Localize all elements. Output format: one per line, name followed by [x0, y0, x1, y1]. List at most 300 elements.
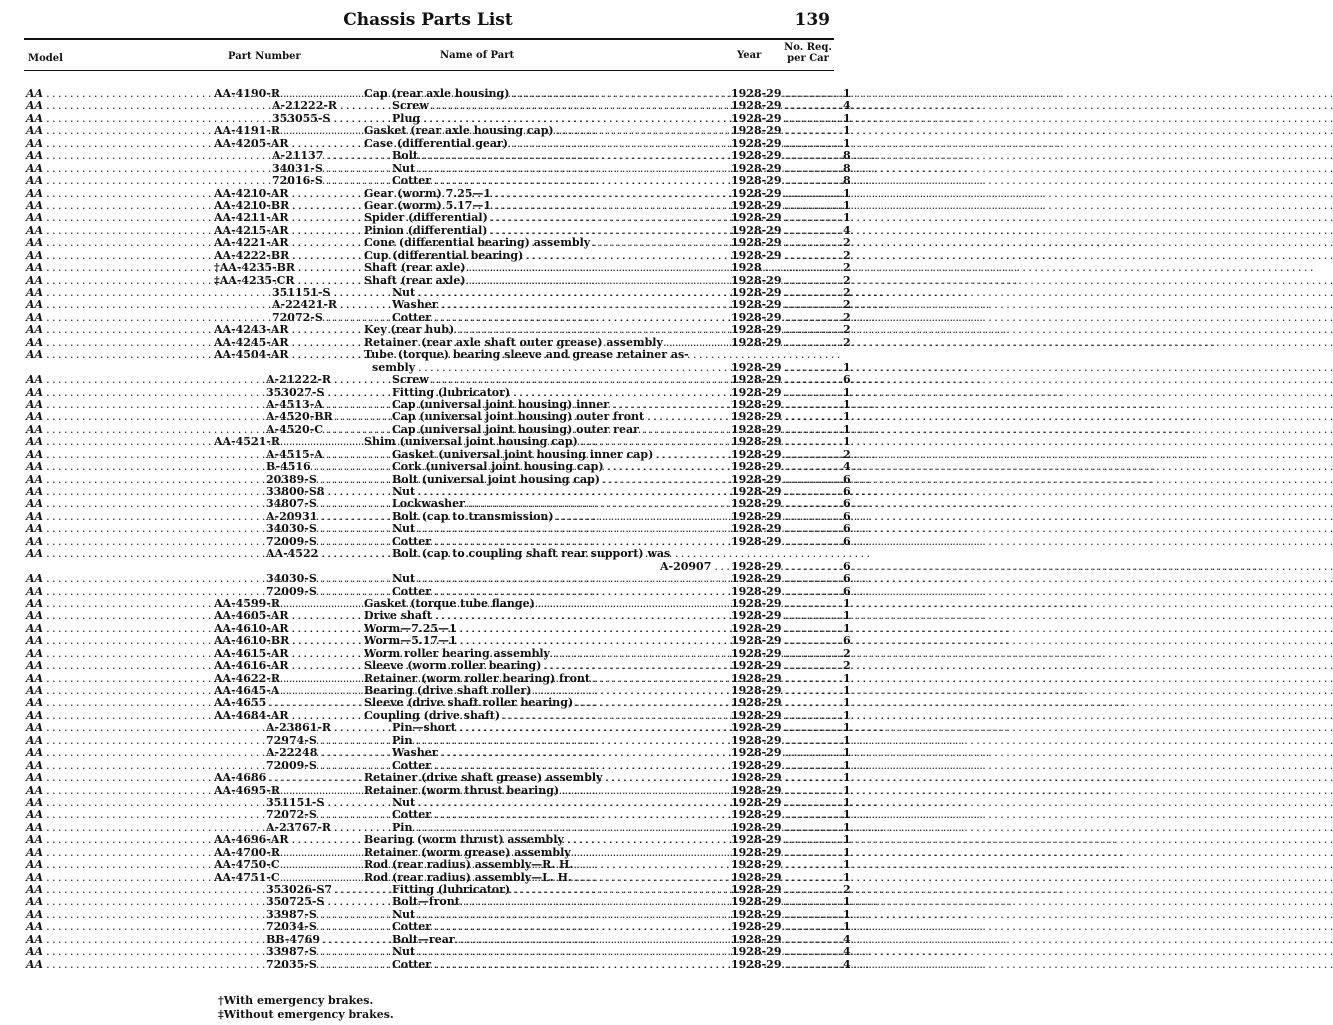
- model-cell: AA . . .: [26, 324, 210, 336]
- part-number-cell: A-21222-R . . .: [272, 100, 364, 112]
- part-number-cell: AA-4622-R . . .: [214, 673, 364, 685]
- year-cell: 1928-29 . . .: [731, 710, 787, 722]
- quantity-cell: . . . 6: [786, 573, 836, 585]
- part-number-cell: AA-4655 . . .: [214, 697, 364, 709]
- year-cell: 1928-29 . . .: [731, 872, 787, 884]
- model-cell: AA . . .: [26, 299, 210, 311]
- model-cell: AA . . .: [26, 498, 210, 510]
- quantity-cell: . . . 1: [786, 138, 836, 150]
- quantity-cell: . . . 1: [786, 909, 836, 921]
- model-cell: AA . . .: [26, 822, 210, 834]
- part-number-cell: AA-4700-R . . .: [214, 847, 364, 859]
- year-cell: 1928-29 . . .: [731, 934, 787, 946]
- quantity-cell: . . . 2: [786, 660, 836, 672]
- table-row: [0, 100, 856, 112]
- model-cell: AA . . .: [26, 697, 210, 709]
- part-number-cell: B-4516 . . .: [266, 461, 364, 473]
- part-number-cell: 33987-S . . .: [266, 909, 364, 921]
- table-row: [0, 125, 856, 137]
- model-cell: AA . . .: [26, 175, 210, 187]
- quantity-cell: . . . 8: [786, 163, 836, 175]
- model-cell: AA . . .: [26, 573, 210, 585]
- part-name-cell: Cotter . . .: [392, 921, 736, 933]
- model-cell: AA . . .: [26, 212, 210, 224]
- model-cell: AA . . .: [26, 411, 210, 423]
- model-cell: AA . . .: [26, 648, 210, 660]
- part-number-cell: A-4520-BR . . .: [266, 411, 364, 423]
- model-cell: AA . . .: [26, 287, 210, 299]
- year-cell: 1928-29 . . .: [731, 909, 787, 921]
- model-cell: AA . . .: [26, 772, 210, 784]
- quantity-cell: . . . 1: [786, 735, 836, 747]
- quantity-cell: . . . 1: [786, 710, 836, 722]
- quantity-cell: . . . 4: [786, 461, 836, 473]
- table-row: [0, 411, 856, 423]
- part-name-cell: Nut . . .: [392, 909, 736, 921]
- part-number-cell: ‡AA-4235-CR . . .: [214, 275, 364, 287]
- quantity-cell: . . . 2: [786, 237, 836, 249]
- table-row: [0, 635, 856, 647]
- model-cell: AA . . .: [26, 88, 210, 100]
- part-number-cell: 72034-S . . .: [266, 921, 364, 933]
- quantity-cell: . . . 1: [786, 722, 836, 734]
- part-number-cell: AA-4210-BR . . .: [214, 200, 364, 212]
- year-cell: 1928-29 . . .: [731, 685, 787, 697]
- part-name-cell: Cup (differential bearing) . . .: [364, 250, 736, 262]
- model-cell: AA . . .: [26, 275, 210, 287]
- model-cell: AA . . .: [26, 660, 210, 672]
- year-cell: 1928-29 . . .: [731, 275, 787, 287]
- quantity-cell: . . . 1: [786, 847, 836, 859]
- part-name-cell: Retainer (rear axle shaft outer grease) assembly . . .: [364, 337, 736, 349]
- model-cell: AA . . .: [26, 150, 210, 162]
- year-cell: 1928-29 . . .: [731, 399, 787, 411]
- model-cell: AA . . .: [26, 909, 210, 921]
- model-cell: AA . . .: [26, 536, 210, 548]
- part-number-cell: A-4520-C . . .: [266, 424, 364, 436]
- year-cell: 1928-29 . . .: [731, 212, 787, 224]
- year-cell: 1928-29 . . .: [731, 536, 787, 548]
- model-cell: AA . . .: [26, 200, 210, 212]
- part-number-cell: 34807-S . . .: [266, 498, 364, 510]
- quantity-cell: . . . 1: [786, 125, 836, 137]
- part-number-cell: A-23861-R . . .: [266, 722, 364, 734]
- year-cell: 1928-29 . . .: [731, 660, 787, 672]
- part-number-cell: 353027-S . . .: [266, 387, 364, 399]
- year-cell: 1928-29 . . .: [731, 511, 787, 523]
- table-row: [0, 349, 856, 361]
- table-row: [0, 610, 856, 622]
- quantity-cell: . . . 8: [786, 175, 836, 187]
- year-cell: 1928-29 . . .: [731, 163, 787, 175]
- column-header-number-required: [783, 42, 833, 64]
- part-name-cell: Sleeve (worm roller bearing) . . .: [364, 660, 736, 672]
- model-cell: AA . . .: [26, 188, 210, 200]
- part-number-cell: 34031-S . . .: [272, 163, 364, 175]
- quantity-cell: . . . 2: [786, 449, 836, 461]
- column-header-req-line2: per Car: [787, 53, 829, 64]
- table-row: [0, 436, 856, 448]
- part-number-cell: 351151-S . . .: [272, 287, 364, 299]
- quantity-cell: . . . 8: [786, 150, 836, 162]
- model-cell: AA . . .: [26, 710, 210, 722]
- year-cell: 1928-29 . . .: [731, 884, 787, 896]
- part-name-cell: Cotter . . .: [392, 586, 736, 598]
- model-cell: AA . . .: [26, 125, 210, 137]
- part-name-cell: Screw . . .: [392, 100, 736, 112]
- year-cell: 1928-29 . . .: [731, 88, 787, 100]
- year-cell: 1928-29 . . .: [731, 822, 787, 834]
- year-cell: 1928-29 . . .: [731, 561, 787, 573]
- part-name-cell: Rod (rear radius) assembly—L. H. . . .: [364, 872, 736, 884]
- part-name-cell: Gear (worm) 5.17—1 . . .: [364, 200, 736, 212]
- quantity-cell: . . . 2: [786, 262, 836, 274]
- part-number-cell: A-22248 . . .: [266, 747, 364, 759]
- part-number-cell: 72009-S . . .: [266, 586, 364, 598]
- quantity-cell: . . . 6: [786, 374, 836, 386]
- quantity-cell: . . . 4: [786, 934, 836, 946]
- model-cell: AA . . .: [26, 635, 210, 647]
- year-cell: 1928-29 . . .: [731, 635, 787, 647]
- part-number-cell: 33987-S . . .: [266, 946, 364, 958]
- part-number-cell: AA-4243-AR . . .: [214, 324, 364, 336]
- year-cell: 1928-29 . . .: [731, 586, 787, 598]
- table-row: [0, 747, 856, 759]
- part-number-cell: 34030-S . . .: [266, 573, 364, 585]
- part-name-cell: Cotter . . .: [392, 536, 736, 548]
- part-number-cell: A-20931 . . .: [266, 511, 364, 523]
- model-cell: AA . . .: [26, 100, 210, 112]
- year-cell: 1928-29 . . .: [731, 449, 787, 461]
- part-number-cell: AA-4521-R . . .: [214, 436, 364, 448]
- model-cell: AA . . .: [26, 896, 210, 908]
- part-number-cell: A-4513-A . . .: [266, 399, 364, 411]
- table-row: [0, 697, 856, 709]
- footnote-double-dagger: ‡Without emergency brakes.: [218, 1008, 394, 1021]
- part-name-cell: Bolt (universal joint housing cap) . . .: [392, 474, 736, 486]
- part-number-cell: AA-4695-R . . .: [214, 785, 364, 797]
- model-cell: AA . . .: [26, 785, 210, 797]
- year-cell: 1928-29 . . .: [731, 847, 787, 859]
- year-cell: 1928-29 . . .: [731, 809, 787, 821]
- table-row: [0, 573, 856, 585]
- part-number-cell: †AA-4235-BR . . .: [214, 262, 364, 274]
- year-cell: 1928-29 . . .: [731, 125, 787, 137]
- quantity-cell: . . . 6: [786, 561, 836, 573]
- part-name-cell: Bolt (cap to coupling shaft rear support) was: [392, 547, 671, 561]
- year-cell: 1928-29 . . .: [731, 225, 787, 237]
- part-name-cell: Bearing (worm thrust) assembly . . .: [364, 834, 736, 846]
- table-row: [0, 374, 856, 386]
- quantity-cell: . . . 1: [786, 872, 836, 884]
- table-row: [0, 834, 856, 846]
- table-row: [0, 324, 856, 336]
- model-cell: AA . . .: [26, 250, 210, 262]
- year-cell: 1928-29 . . .: [731, 946, 787, 958]
- part-name-cell: Washer . . .: [392, 747, 736, 759]
- year-cell: 1928-29 . . .: [731, 387, 787, 399]
- model-cell: AA . . .: [26, 461, 210, 473]
- year-cell: 1928-29 . . .: [731, 250, 787, 262]
- part-number-cell: BB-4769 . . .: [266, 934, 364, 946]
- quantity-cell: . . . 1: [786, 411, 836, 423]
- model-cell: AA . . .: [26, 610, 210, 622]
- table-row: [0, 498, 856, 510]
- year-cell: 1928-29 . . .: [731, 697, 787, 709]
- year-cell: 1928-29 . . .: [731, 486, 787, 498]
- year-cell: 1928-29 . . .: [731, 498, 787, 510]
- model-cell: AA . . .: [26, 623, 210, 635]
- column-header-name-of-part: Name of Part: [440, 50, 515, 61]
- quantity-cell: . . . 2: [786, 275, 836, 287]
- year-cell: 1928-29 . . .: [731, 436, 787, 448]
- year-cell: 1928-29 . . .: [731, 598, 787, 610]
- model-cell: AA . . .: [26, 872, 210, 884]
- quantity-cell: . . . 2: [786, 324, 836, 336]
- part-name-cell: Fitting (lubricator) . . .: [392, 387, 736, 399]
- part-name-cell: Cotter . . .: [392, 959, 736, 971]
- part-number-cell: 72009-S . . .: [266, 536, 364, 548]
- part-name-cell: Pin . . .: [392, 822, 736, 834]
- quantity-cell: . . . 1: [786, 859, 836, 871]
- part-number-cell: 72974-S . . .: [266, 735, 364, 747]
- year-cell: 1928-29 . . .: [731, 797, 787, 809]
- quantity-cell: . . . 6: [786, 635, 836, 647]
- part-number-cell: A-21137 . . .: [272, 150, 364, 162]
- part-name-cell: Cotter . . .: [392, 312, 736, 324]
- year-cell: 1928-29 . . .: [731, 200, 787, 212]
- part-number-cell: A-4515-A . . .: [266, 449, 364, 461]
- part-name-cell: Cotter . . .: [392, 760, 736, 772]
- part-name-cell: Tube (torque) bearing sleeve and grease retainer as-: [364, 348, 689, 362]
- part-number-cell: 351151-S . . .: [266, 797, 364, 809]
- model-cell: AA . . .: [26, 374, 210, 386]
- part-number-cell: A-22421-R . . .: [272, 299, 364, 311]
- model-cell: AA . . .: [26, 424, 210, 436]
- part-name-cell: Pin—short . . .: [392, 722, 736, 734]
- part-name-cell: Bolt . . .: [392, 150, 736, 162]
- quantity-cell: . . . 4: [786, 946, 836, 958]
- model-cell: AA . . .: [26, 834, 210, 846]
- part-name-cell: Sleeve (drive shaft roller bearing) . . .: [364, 697, 736, 709]
- quantity-cell: . . . 6: [786, 498, 836, 510]
- part-name-cell: Cap (universal joint housing) outer rear . . .: [392, 424, 736, 436]
- part-number-cell: AA-4211-AR . . .: [214, 212, 364, 224]
- part-number-cell: AA-4686 . . .: [214, 772, 364, 784]
- quantity-cell: . . . 1: [786, 362, 836, 374]
- footnote-dagger: †With emergency brakes.: [218, 994, 374, 1007]
- model-cell: AA . . .: [26, 349, 210, 361]
- model-cell: AA . . .: [26, 548, 210, 560]
- top-rule: [24, 38, 834, 40]
- part-number-cell: 72072-S . . .: [272, 312, 364, 324]
- model-cell: AA . . .: [26, 722, 210, 734]
- part-name-cell: Gear (worm) 7.25—1 . . .: [364, 188, 736, 200]
- part-number-cell: A-23767-R . . .: [266, 822, 364, 834]
- quantity-cell: . . . 1: [786, 113, 836, 125]
- quantity-cell: . . . 2: [786, 337, 836, 349]
- part-name-cell: Cotter . . .: [392, 809, 736, 821]
- part-name-cell: Pin . . .: [392, 735, 736, 747]
- model-cell: AA . . .: [26, 387, 210, 399]
- quantity-cell: . . . 1: [786, 623, 836, 635]
- year-cell: 1928-29 . . .: [731, 573, 787, 585]
- part-number-cell: 353026-S7 . . .: [266, 884, 364, 896]
- quantity-cell: . . . 1: [786, 785, 836, 797]
- quantity-cell: . . . 1: [786, 387, 836, 399]
- quantity-cell: . . . 1: [786, 697, 836, 709]
- part-name-cell: Shaft (rear axle) . . .: [364, 262, 736, 274]
- parts-table: [0, 88, 856, 971]
- part-name-cell: Worm roller bearing assembly . . .: [364, 648, 736, 660]
- table-row: [0, 959, 856, 971]
- quantity-cell: . . . 4: [786, 225, 836, 237]
- year-cell: 1928 . . .: [731, 262, 787, 274]
- quantity-cell: . . . 2: [786, 250, 836, 262]
- part-number-cell: AA-4210-AR . . .: [214, 188, 364, 200]
- year-cell: 1928-29 . . .: [731, 610, 787, 622]
- quantity-cell: . . . 4: [786, 959, 836, 971]
- table-row: [0, 461, 856, 473]
- quantity-cell: . . . 6: [786, 511, 836, 523]
- part-name-cell: Fitting (lubricator) . . .: [392, 884, 736, 896]
- model-cell: AA . . .: [26, 399, 210, 411]
- part-name-cell: Bolt—rear . . .: [392, 934, 736, 946]
- part-name-cell: Cap (universal joint housing) inner . . .: [392, 399, 736, 411]
- quantity-cell: . . . 2: [786, 884, 836, 896]
- year-cell: 1928-29 . . .: [731, 424, 787, 436]
- quantity-cell: . . . 6: [786, 586, 836, 598]
- table-row: [0, 946, 856, 958]
- model-cell: AA . . .: [26, 809, 210, 821]
- model-cell: AA . . .: [26, 859, 210, 871]
- part-name-cell: Cap (universal joint housing) outer front . . .: [392, 411, 736, 423]
- quantity-cell: . . . 2: [786, 299, 836, 311]
- year-cell: 1928-29 . . .: [731, 648, 787, 660]
- year-cell: 1928-29 . . .: [731, 150, 787, 162]
- part-name-cell: Worm—5.17—1 . . .: [364, 635, 736, 647]
- quantity-cell: . . . 6: [786, 474, 836, 486]
- part-number-cell: AA-4616-AR . . .: [214, 660, 364, 672]
- part-name-cell: Nut . . .: [392, 946, 736, 958]
- part-name-cell: Shim (universal joint housing cap) . . .: [364, 436, 736, 448]
- part-number-cell: AA-4599-R . . .: [214, 598, 364, 610]
- model-cell: AA . . .: [26, 959, 210, 971]
- part-name-cell: Retainer (worm thrust bearing) . . .: [364, 785, 736, 797]
- part-name-cell: Nut . . .: [392, 573, 736, 585]
- quantity-cell: . . . 1: [786, 896, 836, 908]
- quantity-cell: . . . 6: [786, 486, 836, 498]
- part-number-cell: 72009-S . . .: [266, 760, 364, 772]
- year-cell: 1928-29 . . .: [731, 100, 787, 112]
- quantity-cell: . . . 4: [786, 100, 836, 112]
- part-number-cell: AA-4522 . . .: [266, 548, 364, 560]
- model-cell: AA . . .: [26, 225, 210, 237]
- part-name-cell: Rod (rear radius) assembly—R. H. . . .: [364, 859, 736, 871]
- page-title: Chassis Parts List: [343, 10, 513, 30]
- model-cell: AA . . .: [26, 113, 210, 125]
- table-row: [0, 660, 856, 672]
- year-cell: 1928-29 . . .: [731, 921, 787, 933]
- model-cell: AA . . .: [26, 523, 210, 535]
- part-number-cell: AA-4222-BR . . .: [214, 250, 364, 262]
- year-cell: 1928-29 . . .: [731, 735, 787, 747]
- quantity-cell: . . . 1: [786, 200, 836, 212]
- part-number-cell: AA-4191-R . . .: [214, 125, 364, 137]
- part-number-cell: AA-4696-AR . . .: [214, 834, 364, 846]
- model-cell: AA . . .: [26, 921, 210, 933]
- part-name-cell: Washer . . .: [392, 299, 736, 311]
- table-row: [0, 237, 856, 249]
- year-cell: 1928-29 . . .: [731, 623, 787, 635]
- part-number-cell: AA-4610-BR . . .: [214, 635, 364, 647]
- table-row: [0, 921, 856, 933]
- table-row: [0, 722, 856, 734]
- year-cell: 1928-29 . . .: [731, 113, 787, 125]
- part-number-cell: AA-4190-R . . .: [214, 88, 364, 100]
- table-row: [0, 896, 856, 908]
- part-name-cell: Bolt—front . . .: [392, 896, 736, 908]
- model-cell: AA . . .: [26, 449, 210, 461]
- year-cell: 1928-29 . . .: [731, 287, 787, 299]
- model-cell: AA . . .: [26, 262, 210, 274]
- year-cell: 1928-29 . . .: [731, 237, 787, 249]
- part-name-cell: Nut . . .: [392, 486, 736, 498]
- part-name-cell: Nut . . .: [392, 523, 736, 535]
- part-name-cell: Cap (rear axle housing) . . .: [364, 88, 736, 100]
- year-cell: 1928-29 . . .: [731, 772, 787, 784]
- part-name-cell: Cork (universal joint housing cap) . . .: [392, 461, 736, 473]
- part-number-cell: AA-4751-C . . .: [214, 872, 364, 884]
- model-cell: AA . . .: [26, 163, 210, 175]
- year-cell: 1928-29 . . .: [731, 374, 787, 386]
- column-header-year: Year: [737, 50, 762, 61]
- table-row: [0, 809, 856, 821]
- quantity-cell: . . . 6: [786, 523, 836, 535]
- part-name-cell: Bearing (drive shaft roller) . . .: [364, 685, 736, 697]
- year-cell: 1928-29 . . .: [731, 747, 787, 759]
- part-number-cell: AA-4645-A . . .: [214, 685, 364, 697]
- header-rule: [24, 70, 834, 71]
- part-number-cell: AA-4750-C . . .: [214, 859, 364, 871]
- quantity-cell: . . . 1: [786, 760, 836, 772]
- quantity-cell: . . . 1: [786, 424, 836, 436]
- part-name-cell: Drive shaft . . .: [364, 610, 736, 622]
- table-row: [0, 772, 856, 784]
- part-number-cell: 72016-S . . .: [272, 175, 364, 187]
- quantity-cell: . . . 1: [786, 399, 836, 411]
- part-number-cell: AA-4605-AR . . .: [214, 610, 364, 622]
- year-cell: 1928-29 . . .: [731, 785, 787, 797]
- model-cell: AA . . .: [26, 685, 210, 697]
- part-name-cell: Worm—7.25—1 . . .: [364, 623, 736, 635]
- part-name-cell: Pinion (differential) . . .: [364, 225, 736, 237]
- part-number-cell: AA-4221-AR . . .: [214, 237, 364, 249]
- year-cell: 1928-29 . . .: [731, 411, 787, 423]
- part-name-cell: Nut . . .: [392, 287, 736, 299]
- model-cell: AA . . .: [26, 934, 210, 946]
- year-cell: 1928-29 . . .: [731, 859, 787, 871]
- year-cell: 1928-29 . . .: [731, 362, 787, 374]
- quantity-cell: . . . 1: [786, 212, 836, 224]
- model-cell: AA . . .: [26, 598, 210, 610]
- model-cell: AA . . .: [26, 735, 210, 747]
- quantity-cell: . . . 2: [786, 312, 836, 324]
- part-name-cell: Key (rear hub) . . .: [364, 324, 736, 336]
- part-name-cell: Spider (differential) . . .: [364, 212, 736, 224]
- quantity-cell: . . . 6: [786, 536, 836, 548]
- part-name-cell: Shaft (rear axle) . . .: [364, 275, 736, 287]
